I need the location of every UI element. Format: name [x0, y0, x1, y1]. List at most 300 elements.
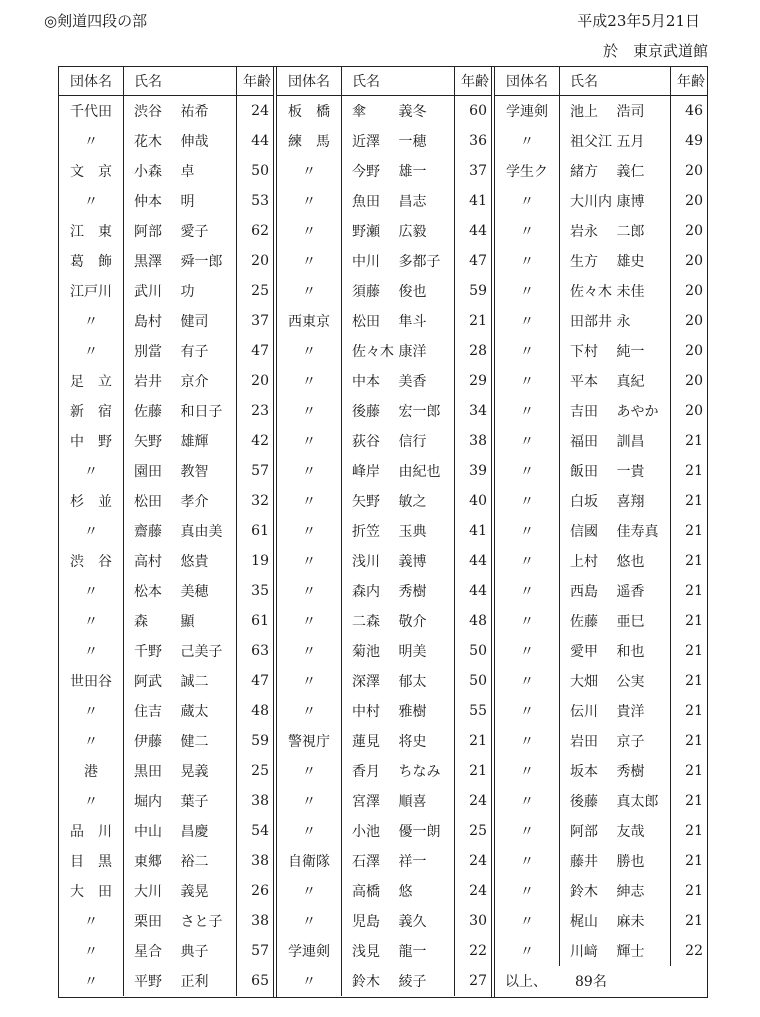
age-cell: 21 — [685, 583, 703, 599]
header-row — [59, 67, 273, 96]
name-cell: 高村 悠貴 — [124, 546, 237, 576]
org-cell: 大 田 — [59, 876, 124, 906]
age-cell: 41 — [469, 193, 487, 209]
name-cell: 岩田 京子 — [560, 726, 671, 756]
table-row — [59, 726, 273, 756]
org-cell: 文 京 — [59, 156, 124, 186]
age-cell: 19 — [251, 553, 269, 569]
table-row — [59, 546, 273, 576]
table-row — [495, 786, 707, 816]
name-cell: 花木 伸哉 — [124, 126, 237, 156]
table-row — [59, 306, 273, 336]
name-cell: 森 顯 — [124, 606, 237, 636]
org-cell: 〃 — [59, 336, 124, 366]
org-cell: 〃 — [277, 906, 342, 936]
age-cell: 20 — [685, 373, 703, 389]
name-cell: 宮澤 順喜 — [342, 786, 455, 816]
table-row — [59, 96, 273, 127]
age-cell: 37 — [251, 313, 269, 329]
age-cell: 21 — [685, 643, 703, 659]
table-row — [277, 546, 491, 576]
table-row — [59, 696, 273, 726]
name-cell: 岩永 二郎 — [560, 216, 671, 246]
name-cell: 大畑 公実 — [560, 666, 671, 696]
name-cell: 生方 雄史 — [560, 246, 671, 276]
table-row — [495, 546, 707, 576]
table-row — [277, 576, 491, 606]
table-row — [495, 96, 707, 127]
table-row — [59, 966, 273, 996]
org-cell: 板 橋 — [277, 96, 342, 127]
age-cell: 38 — [251, 913, 269, 929]
name-cell: 飯田 一貴 — [560, 456, 671, 486]
age-cell: 21 — [685, 463, 703, 479]
table-row — [495, 186, 707, 216]
age-cell: 22 — [469, 943, 487, 959]
name-cell: 西島 遥香 — [560, 576, 671, 606]
age-header: 年齢 — [455, 67, 492, 96]
name-cell: 阿部 友哉 — [560, 816, 671, 846]
name-cell: 松田 隼斗 — [342, 306, 455, 336]
table-row — [59, 816, 273, 846]
org-cell: 〃 — [495, 846, 560, 876]
name-cell: 平野 正利 — [124, 966, 237, 996]
org-cell: 〃 — [495, 396, 560, 426]
age-cell: 23 — [251, 403, 269, 419]
name-cell: 佐々木 康洋 — [342, 336, 455, 366]
name-cell: 近澤 一穂 — [342, 126, 455, 156]
table-row — [59, 456, 273, 486]
org-cell: 〃 — [495, 306, 560, 336]
table-row — [59, 156, 273, 186]
name-cell: 後藤 宏一郎 — [342, 396, 455, 426]
age-cell: 25 — [469, 823, 487, 839]
table-row — [277, 246, 491, 276]
org-cell: 〃 — [277, 696, 342, 726]
age-cell: 25 — [251, 763, 269, 779]
roster-panel-1 — [59, 67, 273, 997]
table-row — [277, 966, 491, 996]
name-cell: 黒田 晃義 — [124, 756, 237, 786]
org-cell: 練 馬 — [277, 126, 342, 156]
org-cell: 千代田 — [59, 96, 124, 127]
name-cell: 田部井 永 — [560, 306, 671, 336]
table-row — [277, 606, 491, 636]
table-row — [59, 606, 273, 636]
name-cell: 魚田 昌志 — [342, 186, 455, 216]
age-cell: 32 — [251, 493, 269, 509]
age-cell: 20 — [685, 163, 703, 179]
org-cell: 〃 — [495, 276, 560, 306]
org-cell: 〃 — [59, 726, 124, 756]
table-row — [495, 756, 707, 786]
age-cell: 21 — [685, 613, 703, 629]
org-cell: 〃 — [495, 516, 560, 546]
table-row — [495, 126, 707, 156]
age-cell: 20 — [251, 373, 269, 389]
table-row — [59, 666, 273, 696]
age-cell: 21 — [469, 733, 487, 749]
org-cell: 〃 — [495, 456, 560, 486]
age-cell: 44 — [251, 133, 269, 149]
name-cell: 白坂 喜翔 — [560, 486, 671, 516]
age-cell: 20 — [685, 313, 703, 329]
name-cell: 浅見 龍一 — [342, 936, 455, 966]
table-row — [495, 606, 707, 636]
name-cell: 藤井 勝也 — [560, 846, 671, 876]
table-row — [277, 216, 491, 246]
name-cell: 中山 昌慶 — [124, 816, 237, 846]
table-row — [59, 396, 273, 426]
org-cell: 〃 — [277, 606, 342, 636]
name-cell: 平本 真紀 — [560, 366, 671, 396]
table-row — [495, 216, 707, 246]
org-cell: 〃 — [277, 276, 342, 306]
org-cell: 〃 — [495, 726, 560, 756]
org-cell: 〃 — [277, 876, 342, 906]
age-cell: 20 — [685, 343, 703, 359]
name-header: 氏名 — [342, 67, 455, 96]
table-row — [277, 486, 491, 516]
age-cell: 35 — [251, 583, 269, 599]
age-cell: 48 — [469, 613, 487, 629]
org-cell: 〃 — [59, 126, 124, 156]
table-row — [277, 276, 491, 306]
org-cell: 学連剣 — [495, 96, 560, 127]
org-cell: 〃 — [495, 696, 560, 726]
org-cell: 〃 — [277, 186, 342, 216]
org-cell: 〃 — [277, 486, 342, 516]
table-row — [495, 276, 707, 306]
age-cell: 55 — [469, 703, 487, 719]
org-cell: 学連剣 — [277, 936, 342, 966]
org-cell: 〃 — [277, 336, 342, 366]
org-cell: 〃 — [277, 636, 342, 666]
table-row — [59, 366, 273, 396]
org-header: 団体名 — [277, 67, 342, 96]
name-cell: 福田 訓昌 — [560, 426, 671, 456]
org-cell: 〃 — [277, 756, 342, 786]
table-row — [59, 576, 273, 606]
age-cell: 59 — [251, 733, 269, 749]
table-row — [277, 696, 491, 726]
table-row — [59, 846, 273, 876]
name-cell: 愛甲 和也 — [560, 636, 671, 666]
table-row — [277, 666, 491, 696]
age-cell: 53 — [251, 193, 269, 209]
age-cell: 54 — [251, 823, 269, 839]
age-cell: 20 — [685, 223, 703, 239]
org-cell: 〃 — [495, 486, 560, 516]
age-cell: 22 — [685, 943, 703, 959]
name-cell: 中村 雅樹 — [342, 696, 455, 726]
table-row — [59, 756, 273, 786]
age-cell: 39 — [469, 463, 487, 479]
org-cell: 〃 — [277, 816, 342, 846]
name-cell: 佐藤 和日子 — [124, 396, 237, 426]
table-row — [495, 666, 707, 696]
age-cell: 40 — [469, 493, 487, 509]
name-cell: 島村 健司 — [124, 306, 237, 336]
name-cell: 緒方 義仁 — [560, 156, 671, 186]
age-cell: 46 — [685, 103, 703, 119]
name-cell: 傘 義冬 — [342, 96, 455, 127]
org-cell: 〃 — [277, 456, 342, 486]
org-cell: 〃 — [495, 786, 560, 816]
org-cell: 港 — [59, 756, 124, 786]
table-row — [277, 306, 491, 336]
age-cell: 21 — [685, 733, 703, 749]
roster-panel-2 — [277, 67, 491, 997]
age-cell: 21 — [685, 883, 703, 899]
name-cell: 別當 有子 — [124, 336, 237, 366]
org-cell: 〃 — [495, 936, 560, 966]
name-cell: 香月 ちなみ — [342, 756, 455, 786]
org-cell: 〃 — [495, 756, 560, 786]
age-cell: 20 — [685, 253, 703, 269]
table-row — [277, 96, 491, 127]
age-cell: 24 — [469, 853, 487, 869]
roster-table — [58, 66, 708, 998]
org-cell: 〃 — [277, 246, 342, 276]
table-row — [59, 486, 273, 516]
name-cell: 池上 浩司 — [560, 96, 671, 127]
age-cell: 21 — [685, 703, 703, 719]
name-cell: 今野 雄一 — [342, 156, 455, 186]
table-row — [495, 246, 707, 276]
org-cell: 〃 — [59, 906, 124, 936]
age-cell: 25 — [251, 283, 269, 299]
age-cell: 21 — [685, 823, 703, 839]
name-cell: 折笠 玉典 — [342, 516, 455, 546]
name-cell: 園田 教智 — [124, 456, 237, 486]
org-cell: 〃 — [277, 666, 342, 696]
age-cell: 24 — [469, 793, 487, 809]
age-cell: 38 — [251, 793, 269, 809]
org-cell: 〃 — [59, 516, 124, 546]
name-cell: 佐藤 亜巳 — [560, 606, 671, 636]
org-cell: 〃 — [277, 396, 342, 426]
name-cell: 伊藤 健二 — [124, 726, 237, 756]
age-cell: 20 — [251, 253, 269, 269]
table-row — [495, 306, 707, 336]
age-cell: 44 — [469, 223, 487, 239]
name-cell: 渋谷 祐希 — [124, 96, 237, 127]
org-cell: 〃 — [495, 666, 560, 696]
name-cell: 武川 功 — [124, 276, 237, 306]
name-cell: 大川 義晃 — [124, 876, 237, 906]
age-cell: 57 — [251, 943, 269, 959]
table-row — [59, 216, 273, 246]
org-cell: 中 野 — [59, 426, 124, 456]
name-cell: 矢野 雄輝 — [124, 426, 237, 456]
table-row — [495, 876, 707, 906]
roster-panel-table — [277, 67, 491, 996]
age-cell: 60 — [469, 103, 487, 119]
table-row — [277, 786, 491, 816]
name-cell: 栗田 さと子 — [124, 906, 237, 936]
name-cell: 伝川 貴洋 — [560, 696, 671, 726]
age-cell: 21 — [685, 913, 703, 929]
table-row — [277, 726, 491, 756]
table-row — [495, 936, 707, 966]
org-header: 団体名 — [59, 67, 124, 96]
table-row — [495, 516, 707, 546]
org-cell: 〃 — [495, 576, 560, 606]
age-cell: 47 — [469, 253, 487, 269]
age-cell: 47 — [251, 343, 269, 359]
org-cell: 〃 — [277, 216, 342, 246]
age-cell: 41 — [469, 523, 487, 539]
name-cell: 星合 典子 — [124, 936, 237, 966]
table-row — [59, 186, 273, 216]
name-cell: 川﨑 輝士 — [560, 936, 671, 966]
name-cell: 阿武 誠二 — [124, 666, 237, 696]
org-cell: 〃 — [495, 876, 560, 906]
header-row — [495, 67, 707, 96]
age-cell: 21 — [685, 493, 703, 509]
table-row — [59, 336, 273, 366]
age-cell: 44 — [469, 553, 487, 569]
event-venue: 於 東京武道館 — [602, 42, 708, 60]
name-cell: 黒澤 舜一郎 — [124, 246, 237, 276]
name-cell: 野瀬 広毅 — [342, 216, 455, 246]
org-cell: 〃 — [495, 426, 560, 456]
age-cell: 44 — [469, 583, 487, 599]
roster-panel-table — [59, 67, 273, 996]
age-cell: 34 — [469, 403, 487, 419]
age-cell: 63 — [251, 643, 269, 659]
age-cell: 50 — [251, 163, 269, 179]
age-header: 年齢 — [671, 67, 708, 96]
org-cell: 〃 — [495, 216, 560, 246]
table-row — [277, 456, 491, 486]
age-cell: 21 — [685, 763, 703, 779]
name-cell: 菊池 明美 — [342, 636, 455, 666]
name-cell: 大川内 康博 — [560, 186, 671, 216]
org-cell: 〃 — [495, 816, 560, 846]
name-cell: 石澤 祥一 — [342, 846, 455, 876]
org-cell: 〃 — [277, 546, 342, 576]
age-cell: 21 — [685, 853, 703, 869]
org-header: 団体名 — [495, 67, 560, 96]
name-cell: 東郷 裕二 — [124, 846, 237, 876]
age-cell: 50 — [469, 673, 487, 689]
name-cell: 二森 敬介 — [342, 606, 455, 636]
name-cell: 小森 卓 — [124, 156, 237, 186]
table-row — [495, 486, 707, 516]
table-row — [495, 906, 707, 936]
age-cell: 30 — [469, 913, 487, 929]
table-row — [59, 516, 273, 546]
name-cell: 坂本 秀樹 — [560, 756, 671, 786]
name-cell: 仲本 明 — [124, 186, 237, 216]
age-cell: 20 — [685, 403, 703, 419]
event-date: 平成23年5月21日 — [577, 12, 700, 30]
name-cell: 祖父江 五月 — [560, 126, 671, 156]
name-cell: 梶山 麻未 — [560, 906, 671, 936]
name-cell: 岩井 京介 — [124, 366, 237, 396]
total-cell — [495, 966, 707, 996]
total-row — [495, 966, 707, 996]
table-row — [59, 636, 273, 666]
age-cell: 27 — [469, 973, 487, 989]
table-row — [277, 816, 491, 846]
table-row — [59, 906, 273, 936]
table-row — [277, 876, 491, 906]
name-cell: 矢野 敏之 — [342, 486, 455, 516]
table-row — [59, 126, 273, 156]
name-cell: 須藤 俊也 — [342, 276, 455, 306]
table-row — [495, 426, 707, 456]
age-cell: 20 — [685, 193, 703, 209]
org-cell: 〃 — [277, 156, 342, 186]
org-cell: 〃 — [495, 546, 560, 576]
name-cell: 阿部 愛子 — [124, 216, 237, 246]
table-row — [495, 846, 707, 876]
org-cell: 〃 — [495, 636, 560, 666]
age-cell: 61 — [251, 523, 269, 539]
name-cell: 小池 優一朗 — [342, 816, 455, 846]
age-header: 年齢 — [237, 67, 274, 96]
org-cell: 〃 — [495, 336, 560, 366]
org-cell: 〃 — [495, 366, 560, 396]
total-label: 以上、 — [505, 974, 547, 990]
age-cell: 21 — [685, 673, 703, 689]
table-row — [59, 786, 273, 816]
org-cell: 〃 — [277, 366, 342, 396]
table-row — [277, 186, 491, 216]
org-cell: 新 宿 — [59, 396, 124, 426]
table-row — [495, 696, 707, 726]
table-row — [495, 726, 707, 756]
table-row — [277, 126, 491, 156]
age-cell: 20 — [685, 283, 703, 299]
table-row — [495, 396, 707, 426]
age-cell: 21 — [685, 553, 703, 569]
org-cell: 〃 — [59, 966, 124, 996]
org-cell: 〃 — [59, 186, 124, 216]
age-cell: 24 — [469, 883, 487, 899]
roster-panel-table — [495, 67, 707, 996]
name-header: 氏名 — [124, 67, 237, 96]
name-cell: 中川 多都子 — [342, 246, 455, 276]
age-cell: 59 — [469, 283, 487, 299]
age-cell: 47 — [251, 673, 269, 689]
name-cell: 峰岸 由紀也 — [342, 456, 455, 486]
age-cell: 49 — [685, 133, 703, 149]
name-cell: 高橋 悠 — [342, 876, 455, 906]
age-cell: 21 — [685, 793, 703, 809]
name-cell: 鈴木 紳志 — [560, 876, 671, 906]
org-cell: 〃 — [59, 636, 124, 666]
org-cell: 〃 — [277, 426, 342, 456]
org-cell: 渋 谷 — [59, 546, 124, 576]
total-count: 89名 — [575, 974, 607, 990]
name-cell: 千野 己美子 — [124, 636, 237, 666]
age-cell: 24 — [251, 103, 269, 119]
org-cell: 品 川 — [59, 816, 124, 846]
age-cell: 61 — [251, 613, 269, 629]
age-cell: 28 — [469, 343, 487, 359]
org-cell: 杉 並 — [59, 486, 124, 516]
org-cell: 〃 — [277, 966, 342, 996]
org-cell: 〃 — [495, 906, 560, 936]
age-cell: 38 — [469, 433, 487, 449]
org-cell: 〃 — [277, 786, 342, 816]
table-row — [495, 636, 707, 666]
age-cell: 29 — [469, 373, 487, 389]
